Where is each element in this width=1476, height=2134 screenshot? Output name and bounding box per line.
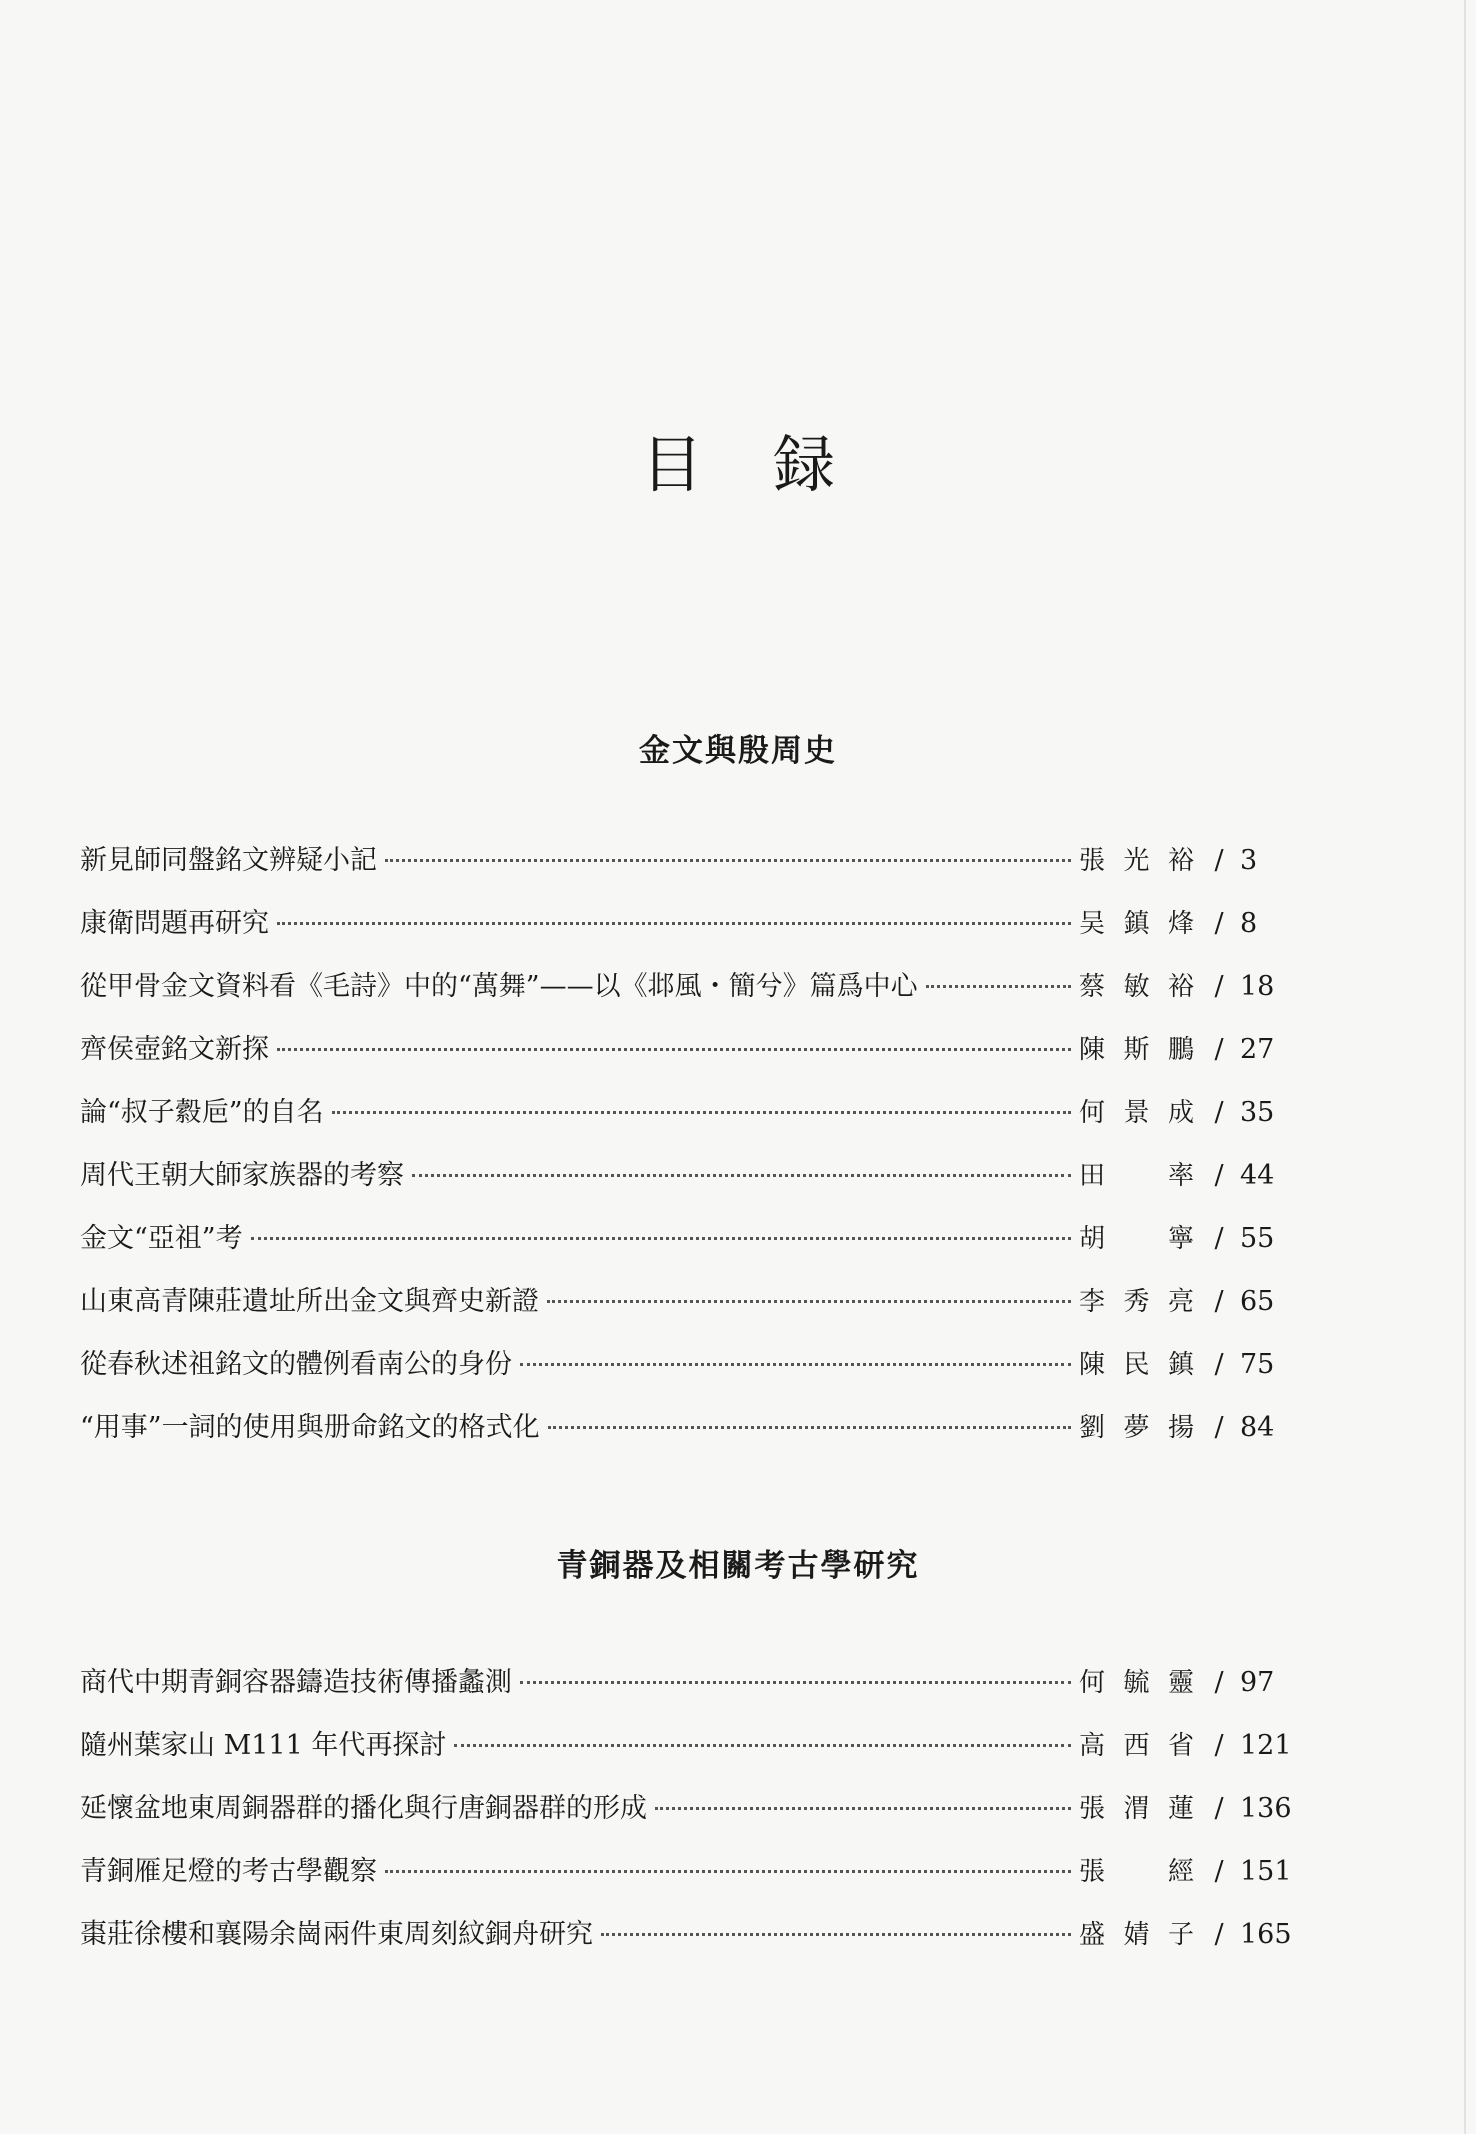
- separator: /: [1214, 1730, 1224, 1761]
- separator: /: [1214, 971, 1224, 1002]
- entry-title: 康衛問題再研究: [80, 908, 269, 939]
- entry-page: 151: [1240, 1856, 1292, 1887]
- dot-leader: [926, 985, 1071, 988]
- separator: /: [1214, 1856, 1224, 1887]
- dot-leader: [277, 922, 1071, 925]
- entry-author: 張渭蓮: [1079, 1794, 1194, 1824]
- entry-page: 3: [1240, 845, 1258, 876]
- entry-page: 84: [1240, 1412, 1275, 1443]
- entry-title: 山東高青陳莊遺址所出金文與齊史新證: [80, 1286, 539, 1317]
- entry-title: 新見師同盤銘文辨疑小記: [80, 845, 377, 876]
- dot-leader: [332, 1111, 1071, 1114]
- entry-title: 青銅雁足燈的考古學觀察: [80, 1856, 377, 1887]
- separator: /: [1214, 908, 1224, 939]
- separator: /: [1214, 1160, 1224, 1191]
- entry-title: 從甲骨金文資料看《毛詩》中的“萬舞”——以《邶風・簡兮》篇爲中心: [80, 971, 918, 1002]
- toc-entry: [80, 1153, 1300, 1216]
- dot-leader: [548, 1426, 1071, 1429]
- toc-entry: [80, 1279, 1300, 1342]
- entry-title: 棗莊徐樓和襄陽余崗兩件東周刻紋銅舟研究: [80, 1919, 593, 1950]
- entry-page: 55: [1240, 1223, 1275, 1254]
- toc-entry: [80, 1849, 1300, 1912]
- entry-title: 商代中期青銅容器鑄造技術傳播蠡測: [80, 1667, 512, 1698]
- dot-leader: [277, 1048, 1071, 1051]
- toc-entry: [80, 1090, 1300, 1153]
- entry-page: 8: [1240, 908, 1258, 939]
- toc-entry: [80, 1912, 1300, 1975]
- separator: /: [1214, 1097, 1224, 1128]
- entry-page: 165: [1240, 1919, 1292, 1950]
- entry-author: 吴鎮烽: [1079, 909, 1194, 939]
- separator: /: [1214, 845, 1224, 876]
- entry-page: 27: [1240, 1034, 1275, 1065]
- separator: /: [1214, 1667, 1224, 1698]
- entry-author: 陳民鎮: [1079, 1350, 1194, 1380]
- toc-entry: [80, 1723, 1300, 1786]
- entry-author: 田率: [1079, 1161, 1194, 1191]
- entry-author: 劉夢揚: [1079, 1413, 1194, 1443]
- entry-page: 44: [1240, 1160, 1275, 1191]
- entry-author: 胡寧: [1079, 1224, 1194, 1254]
- toc-entry: [80, 1786, 1300, 1849]
- toc-entry: [80, 1405, 1300, 1468]
- section-heading-bronze-inscriptions: 金文與殷周史: [639, 733, 837, 769]
- page-title: 目録: [640, 428, 905, 501]
- entry-title: 隨州葉家山 M111 年代再探討: [80, 1730, 447, 1761]
- entry-author: 李秀亮: [1079, 1287, 1194, 1317]
- entry-author: 高西省: [1079, 1731, 1194, 1761]
- toc-entry: [80, 838, 1300, 901]
- dot-leader: [412, 1174, 1071, 1177]
- entry-title: 周代王朝大師家族器的考察: [80, 1160, 404, 1191]
- entry-page: 18: [1240, 971, 1275, 1002]
- entry-title: 延懷盆地東周銅器群的播化與行唐銅器群的形成: [80, 1793, 647, 1824]
- toc-list-section-2: [80, 1660, 1300, 1975]
- toc-list-section-1: [80, 838, 1300, 1468]
- entry-author: 蔡敏裕: [1079, 972, 1194, 1002]
- entry-page: 35: [1240, 1097, 1275, 1128]
- entry-author: 盛婧子: [1079, 1920, 1194, 1950]
- separator: /: [1214, 1223, 1224, 1254]
- entry-page: 121: [1240, 1730, 1292, 1761]
- entry-page: 65: [1240, 1286, 1275, 1317]
- entry-page: 136: [1240, 1793, 1292, 1824]
- section-heading-bronze-archaeology: 青銅器及相關考古學研究: [556, 1548, 920, 1584]
- dot-leader: [385, 1870, 1071, 1873]
- entry-title: 從春秋述祖銘文的體例看南公的身份: [80, 1349, 512, 1380]
- toc-entry: [80, 964, 1300, 1027]
- entry-title: 金文“亞祖”考: [80, 1223, 243, 1254]
- entry-page: 97: [1240, 1667, 1275, 1698]
- separator: /: [1214, 1412, 1224, 1443]
- separator: /: [1214, 1793, 1224, 1824]
- toc-entry: [80, 901, 1300, 964]
- separator: /: [1214, 1349, 1224, 1380]
- dot-leader: [601, 1933, 1071, 1936]
- entry-title: 齊侯壺銘文新探: [80, 1034, 269, 1065]
- toc-entry: [80, 1027, 1300, 1090]
- dot-leader: [520, 1681, 1071, 1684]
- entry-page: 75: [1240, 1349, 1275, 1380]
- entry-author: 張光裕: [1079, 846, 1194, 876]
- entry-title: “用事”一詞的使用與册命銘文的格式化: [80, 1412, 540, 1443]
- toc-entry: [80, 1342, 1300, 1405]
- dot-leader: [251, 1237, 1071, 1240]
- toc-entry: [80, 1660, 1300, 1723]
- toc-entry: [80, 1216, 1300, 1279]
- dot-leader: [520, 1363, 1071, 1366]
- entry-author: 陳斯鵬: [1079, 1035, 1194, 1065]
- dot-leader: [547, 1300, 1071, 1303]
- dot-leader: [385, 859, 1071, 862]
- separator: /: [1214, 1286, 1224, 1317]
- entry-author: 何毓靈: [1079, 1668, 1194, 1698]
- entry-title: 論“叔子縠巵”的自名: [80, 1097, 324, 1128]
- dot-leader: [655, 1807, 1071, 1810]
- separator: /: [1214, 1919, 1224, 1950]
- separator: /: [1214, 1034, 1224, 1065]
- dot-leader: [454, 1744, 1071, 1747]
- entry-author: 何景成: [1079, 1098, 1194, 1128]
- entry-author: 張經: [1079, 1857, 1194, 1887]
- page-edge: [1464, 0, 1466, 2134]
